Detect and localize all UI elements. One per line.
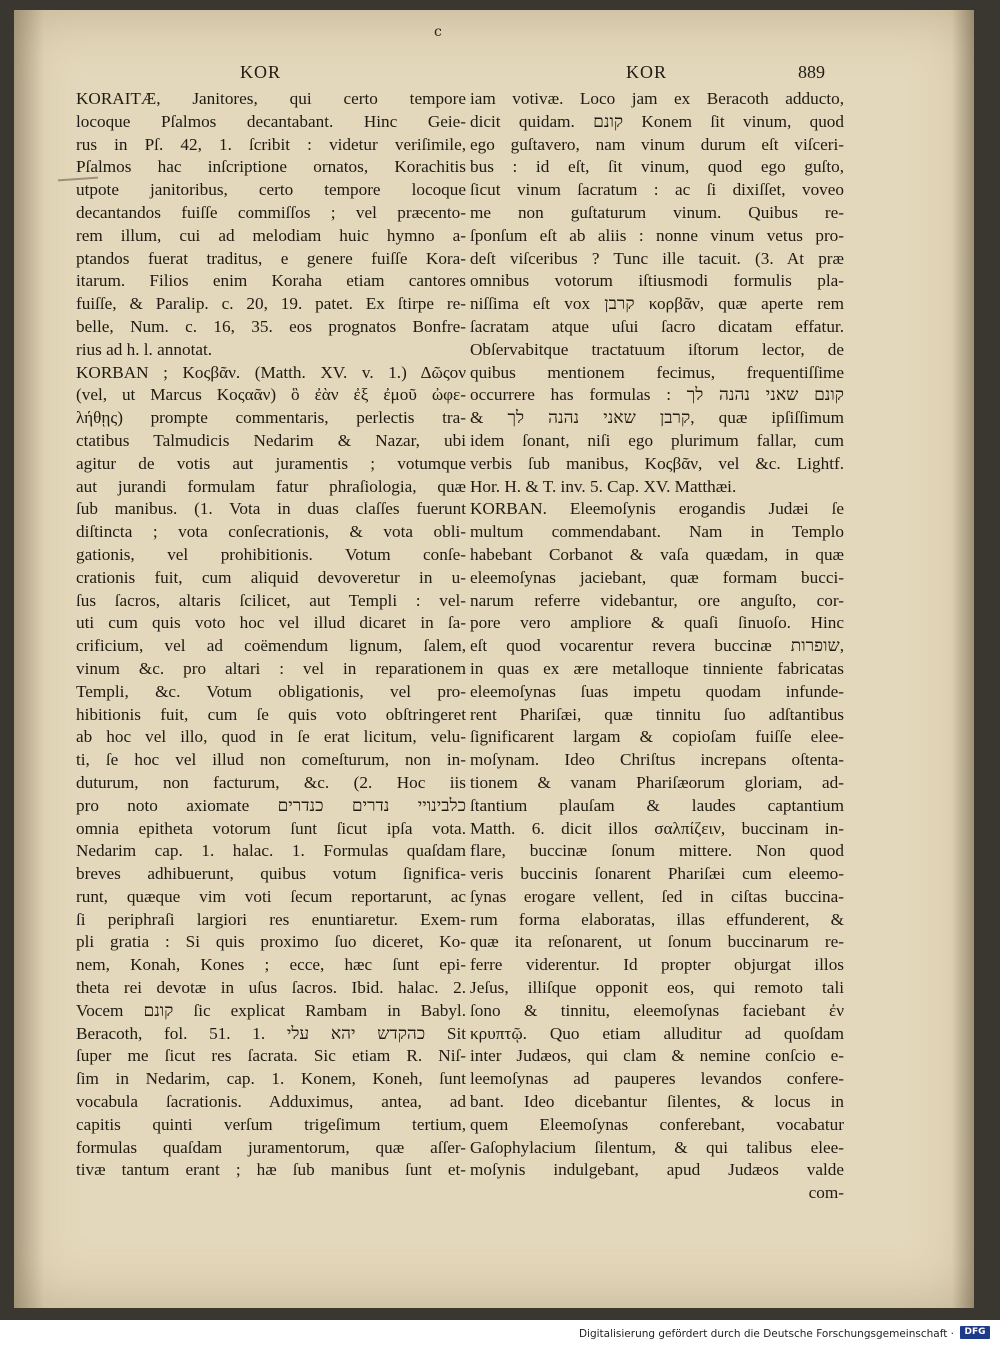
text-line: pli gratia : Si quis proximo ſuo diceret, Ko-	[76, 932, 466, 952]
text-line: ſicut vinum ſacratum : ac ſi dixiſſet, voveo	[470, 180, 844, 200]
text-line: diſtincta ; vota conſecrationis, & vota obli-	[76, 522, 466, 542]
text-line: formulas quaſdam juramentorum, quæ aſſer-	[76, 1137, 466, 1157]
text-line: eleemoſynas ſuas impetu quodam infunde-	[470, 681, 844, 701]
text-line: κρυπτῷ. Quo etiam alluditur ad quoſdam	[470, 1023, 844, 1043]
text-line: ſus ſacros, altaris ſcilicet, aut Templi : vel-	[76, 590, 466, 610]
text-line: KORBAN ; Κοςβᾶν. (Matth. XV. v. 1.) Δῶςον	[76, 362, 466, 382]
text-line: hibitionis fuit, cum ſe quis voto obſtringeret	[76, 704, 466, 724]
text-line: runt, quæque vim voti ſecum reportarunt, ac	[76, 886, 466, 906]
left-column	[76, 88, 466, 1182]
page-number: 889	[798, 62, 825, 82]
text-line: itarum. Filios enim Koraha etiam cantores	[76, 271, 466, 291]
text-line: ſuper me ſicut res ſacrata. Sic etiam R. Niſ-	[76, 1046, 466, 1066]
text-line: ptandos fuerat traditus, e genere fuiſſe Kora-	[76, 248, 466, 268]
text-line: bant. Ideo dicebantur ſilentes, & locus in	[470, 1092, 844, 1112]
text-line: moſynam. Ideo Chriſtus increpans oſtenta-	[470, 750, 844, 770]
right-column	[470, 88, 844, 1205]
text-line: ego guſtavero, nam vinum durum eſt viſceri-	[470, 134, 844, 154]
book-page	[14, 10, 974, 1308]
text-line: agitur de votis aut juramentis ; votumque	[76, 453, 466, 473]
text-line: Matth. 6. dicit illos σαλπίζειν, buccinam in-	[470, 818, 844, 838]
running-head-right: KOR	[626, 62, 668, 82]
text-line: capitis quinti verſum trigeſimum tertium,	[76, 1114, 466, 1134]
text-line: verbis ſub manibus, Κοςβᾶν, vel &c. Lightf.	[470, 453, 844, 473]
text-line: rus in Pſ. 42, 1. ſcribit : videtur veriſimile,	[76, 134, 466, 154]
text-line: ab hoc vel illo, quod in ſe erat licitum, velu-	[76, 727, 466, 747]
text-line: ſignificarent largam & copioſam fuiſſe elee-	[470, 727, 844, 747]
text-line: aut jurandi formulam fatur phraſiologia, quæ	[76, 476, 466, 496]
text-line: eſt quod vocarentur revera buccinæ שופרות,	[470, 636, 844, 656]
text-line: belle, Num. c. 16, 35. eos prognatos Bonfre-	[76, 316, 466, 336]
text-line: Nedarim cap. 1. halac. 1. Formulas quaſdam	[76, 841, 466, 861]
text-line: Hor. H. & T. inv. 5. Cap. XV. Matthæi.	[470, 476, 737, 496]
text-line: nem, Konah, Kones ; ecce, hæc ſunt epi-	[76, 955, 466, 975]
text-line: KORAITÆ, Janitores, qui certo tempore	[76, 89, 466, 108]
text-line: bus : id eſt, ſit vinum, quod ego guſto,	[470, 157, 844, 177]
text-line: ſynas erogare vellent, ſed in ciſtas buccina-	[470, 886, 844, 906]
catchmark: c	[434, 24, 442, 40]
text-line: omnia epitheta votorum ſunt ſicut ipſa vota.	[76, 818, 466, 838]
text-line: rem illum, cui ad melodiam huic hymno a-	[76, 225, 466, 245]
text-line: tivæ tantum erant ; hæ ſub manibus ſunt et-	[76, 1160, 466, 1180]
text-line: iam votivæ. Loco jam ex Beracoth adducto,	[470, 89, 844, 108]
text-line: inter Judæos, qui clam & nemine conſcio e-	[470, 1046, 844, 1066]
text-line: Gaſophylacium ſilentum, & qui talibus elee-	[470, 1137, 844, 1157]
text-line: tionem & vanam Phariſæorum gloriam, ad-	[470, 772, 844, 792]
text-line: Obſervabitque tractatuum iſtorum lector, de	[470, 339, 844, 359]
text-line: ſtantium plauſam & laudes captantium	[470, 795, 844, 815]
text-line: theta rei devotæ in uſus ſacros. Ibid. halac. 2.	[76, 978, 466, 998]
text-line: uti cum quis voto hoc vel illud dicaret in ſa-	[76, 613, 466, 633]
dfg-logo: DFG	[960, 1326, 990, 1339]
text-line: occurrere has formulas : קונם שאני נהנה לך	[470, 385, 844, 405]
text-line: leemoſynas ad pauperes levandos confere-	[470, 1069, 844, 1089]
text-line: breves adhibuerunt, quibus votum ſignifica-	[76, 864, 466, 884]
text-line: pro noto axiomate כלבינויי נדרים כנדרים	[76, 795, 466, 815]
text-line: ti, ſe hoc vel illud non comeſturum, non in-	[76, 750, 466, 770]
text-line: KORBAN. Eleemoſynis erogandis Judæi ſe	[470, 499, 844, 519]
text-line: duturum, non facturum, &c. (2. Hoc iis	[76, 772, 466, 792]
text-line: decantandos fuiſſe commiſſos ; vel præcento-	[76, 202, 466, 222]
text-line: locoque Pſalmos decantabant. Hinc Geie-	[76, 111, 466, 131]
text-line: dicit quidam. קונם Konem ſit vinum, quod	[470, 111, 844, 131]
text-line: moſynis indulgebant, apud Judæos valde	[470, 1160, 844, 1180]
text-line: Pſalmos hac inſcriptione ornatos, Korachitis	[76, 157, 466, 177]
text-line: rent Phariſæi, quæ tinnitu ſuo adſtantibus	[470, 704, 844, 724]
text-line: Vocem קונם ſic explicat Rambam in Babyl.	[76, 1000, 466, 1020]
text-line: rum forma elaboratas, illas effunderent, &	[470, 909, 844, 929]
text-line: crationis fuit, cum aliquid devoveretur in u-	[76, 567, 466, 587]
footer-credit: Digitalisierung gefördert durch die Deutsche Forschungsgemeinschaft ·	[578, 1328, 954, 1340]
text-line: crificium, vel ad coëmendum lignum, ſalem,	[76, 636, 466, 656]
text-line: Templi, &c. Votum obligationis, vel pro-	[76, 681, 466, 701]
text-line: multum commendabant. Nam in Templo	[470, 522, 844, 542]
text-line: habebant Corbanot & vaſa quædam, in quæ	[470, 544, 844, 564]
text-line: quem Eleemoſynas conferebant, vocabatur	[470, 1114, 844, 1134]
text-line: ctatibus Talmudicis Nedarim & Nazar, ubi	[76, 430, 466, 450]
text-line: eleemoſynas jaciebant, quæ formam bucci-	[470, 567, 844, 587]
text-line: quæ ita reſonarent, ut ſonum buccinarum re-	[470, 932, 844, 952]
text-line: vocabula ſacrationis. Adduximus, antea, ad	[76, 1092, 466, 1112]
text-line: pore vero ampliore & quaſi ſinuoſo. Hinc	[470, 613, 844, 633]
page-gutter-shadow	[14, 10, 44, 1308]
text-line: ſono & tinnitu, eleemoſynas faciebant ἐν	[470, 1000, 844, 1020]
text-line: fuiſſe, & Paralip. c. 20, 19. patet. Ex ſtirpe re-	[76, 294, 466, 314]
text-line: deſt viſceribus ? Tunc ille tacuit. (3. At præ	[470, 248, 844, 268]
text-line: utpote janitoribus, certo tempore locoque	[76, 180, 466, 200]
text-line: gationis, vel prohibitionis. Votum conſe-	[76, 544, 466, 564]
text-line: ſponſum eſt ab aliis : nonne vinum vetus pro-	[470, 225, 844, 245]
text-line: ſub manibus. (1. Vota in duas claſſes fuerunt	[76, 499, 466, 519]
text-line: idem ſonant, niſi ego plurimum fallar, cum	[470, 430, 844, 450]
text-line: niſſima eſt vox קרבן κορβᾶν, quæ aperte rem	[470, 294, 845, 314]
text-line: Jeſus, illiſque opponit eos, qui remoto tali	[470, 978, 844, 998]
text-line: Beracoth, fol. 51. 1. כהקדש יהא עלי Sit	[76, 1023, 466, 1043]
text-line: λήθῃς) prompte commentaris, perlectis tra-	[76, 408, 466, 428]
text-line: me non guſtaturum vinum. Quibus re-	[470, 202, 844, 222]
running-head-left: KOR	[240, 62, 282, 82]
text-line: in quas ex ære metalloque tinniente fabricatas	[470, 658, 844, 678]
text-line: ſi periphraſi largiori res enuntiaretur. Exem-	[76, 909, 466, 929]
text-line: vinum &c. pro altari : vel in reparationem	[76, 658, 466, 678]
text-line: omnibus votorum iſtiusmodi formulis pla-	[470, 271, 844, 291]
page-edge-shadow	[952, 10, 974, 1308]
text-line: & קרבן שאני נהנה לך, quæ ipſiſſimum	[470, 408, 844, 428]
text-line: (vel, ut Marcus Κοςαᾶν) ὃ ἐὰν ἐξ ἐμοῦ ὠφε-	[76, 385, 466, 405]
text-line: narum referre videbantur, ore anguſto, cor-	[470, 590, 844, 610]
text-line: ferre viderentur. Id propter objurgat illos	[470, 955, 844, 975]
text-line: ſacratam atque uſui ſacro dicatam effatur.	[470, 316, 844, 336]
text-line: veris buccinis ſonarent Phariſæi cum eleemo-	[470, 864, 844, 884]
text-line: flare, buccinæ ſonum mittere. Non quod	[470, 841, 844, 861]
text-line: quibus mentionem fecimus, frequentiſſime	[470, 362, 844, 382]
text-line: ſim in Nedarim, cap. 1. Konem, Koneh, ſunt	[76, 1069, 466, 1089]
text-line: rius ad h. l. annotat.	[76, 339, 213, 359]
text-line: com-	[808, 1183, 844, 1203]
